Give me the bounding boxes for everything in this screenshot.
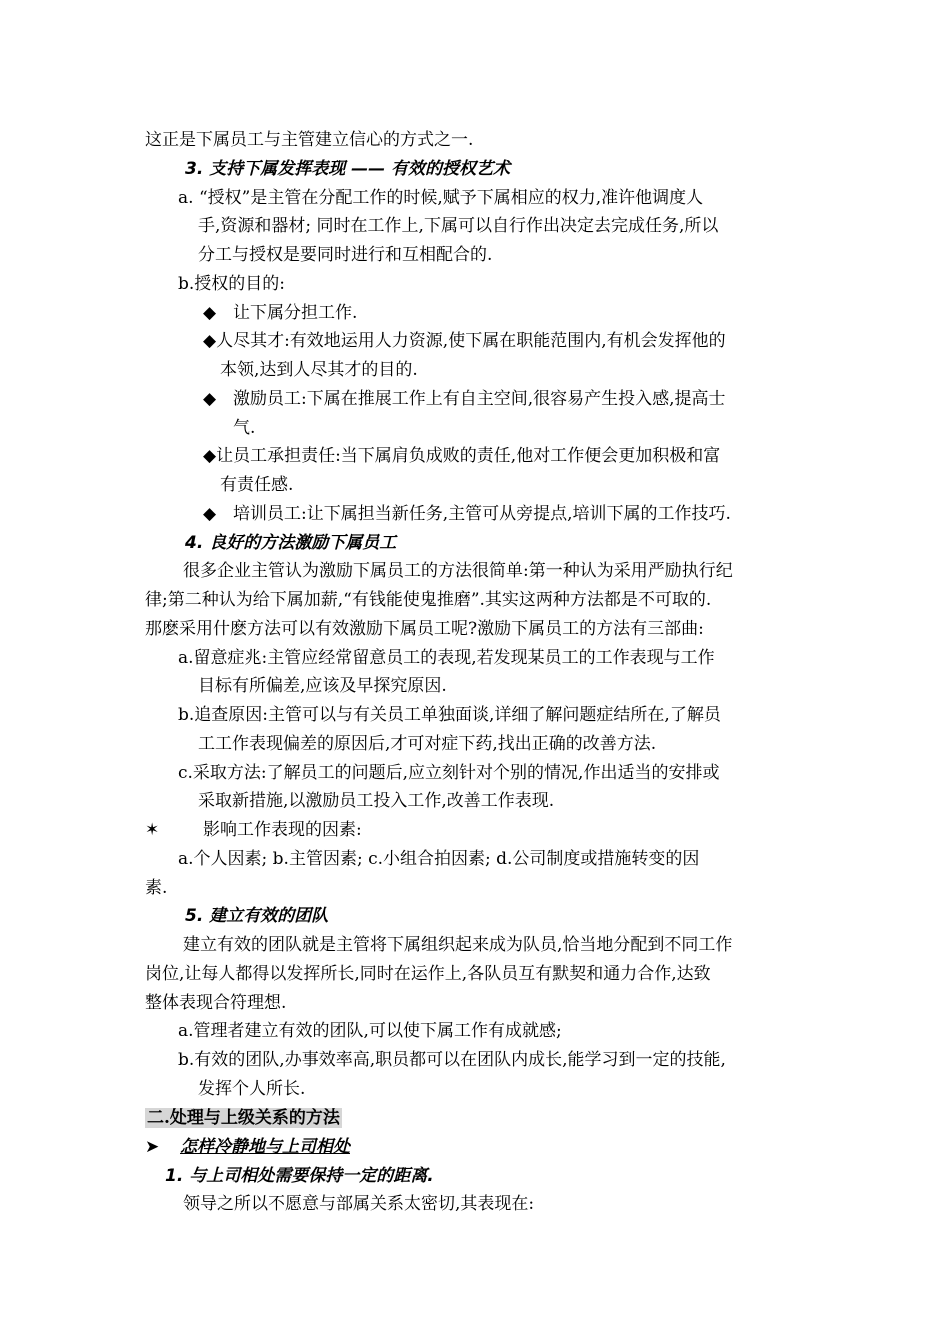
bullet-item: ◆ 培训员工:让下属担当新任务,主管可从旁提点,培训下属的工作技巧.	[203, 500, 731, 528]
text-line: c.采取方法:了解员工的问题后,应立刻针对个别的情况,作出适当的安排或	[178, 763, 720, 783]
text-line: b.有效的团队,办事效率高,职员都可以在团队内成长,能学习到一定的技能,	[178, 1050, 726, 1070]
text-line: a. “授权”是主管在分配工作的时候,赋予下属相应的权力,准许他调度人	[178, 188, 704, 208]
text-line: 目标有所偏差,应该及早探究原因.	[198, 676, 447, 696]
subheading: 怎样冷静地与上司相处	[180, 1137, 350, 1157]
text-line: 很多企业主管认为激励下属员工的方法很简单:第一种认为采用严励执行纪	[183, 561, 733, 581]
star-bullet-icon: ✶	[145, 820, 160, 840]
text-line: 岗位,让每人都得以发挥所长,同时在运作上,各队员互有默契和通力合作,达致	[145, 964, 711, 984]
text-line: 本领,达到人尽其才的目的.	[220, 360, 418, 380]
diamond-bullet-icon: ◆	[203, 446, 217, 466]
text-line: 工工作表现偏差的原因后,才可对症下药,找出正确的改善方法.	[198, 734, 657, 754]
text-line: a.管理者建立有效的团队,可以使下属工作有成就感;	[178, 1021, 562, 1041]
heading-4: 4. 良好的方法激励下属员工	[185, 533, 397, 553]
heading-3: 3. 支持下属发挥表现 —— 有效的授权艺术	[185, 159, 511, 179]
text-line: b.追查原因:主管可以与有关员工单独面谈,详细了解问题症结所在,了解员	[178, 705, 721, 725]
text-line: 发挥个人所长.	[198, 1079, 306, 1099]
text-line: a.留意症兆:主管应经常留意员工的表现,若发现某员工的工作表现与工作	[178, 648, 715, 668]
text-line: b.授权的目的:	[178, 274, 286, 294]
text-line: 领导之所以不愿意与部属关系太密切,其表现在:	[183, 1194, 535, 1214]
text-line: 那麽采用什麽方法可以有效激励下属员工呢?激励下属员工的方法有三部曲:	[145, 619, 704, 639]
text-line: 建立有效的团队就是主管将下属组织起来成为队员,恰当地分配到不同工作	[183, 935, 733, 955]
arrow-item	[145, 1133, 350, 1161]
text-line: 分工与授权是要同时进行和互相配合的.	[198, 245, 493, 265]
diamond-bullet-icon: ◆	[203, 331, 217, 351]
text-line: 素.	[145, 878, 168, 898]
bullet-item: ◆ 激励员工:下属在推展工作上有自主空间,很容易产生投入感,提高士	[203, 385, 726, 413]
heading-5: 5. 建立有效的团队	[185, 906, 329, 926]
star-item: ✶ 影响工作表现的因素:	[145, 816, 362, 844]
heading-1: 1. 与上司相处需要保持一定的距离.	[165, 1166, 434, 1186]
diamond-bullet-icon: ◆	[203, 303, 217, 323]
text-line: 手,资源和器材; 同时在工作上,下属可以自行作出决定去完成任务,所以	[198, 216, 719, 236]
diamond-bullet-icon: ◆	[203, 389, 217, 409]
section-heading: 二.处理与上级关系的方法	[147, 1108, 340, 1128]
bullet-item: ◆人尽其才:有效地运用人力资源,使下属在职能范围内,有机会发挥他的	[203, 331, 726, 351]
text-line: 整体表现合符理想.	[145, 993, 287, 1013]
diamond-bullet-icon: ◆	[203, 504, 217, 524]
text-line: 律;第二种认为给下属加薪,“有钱能使鬼推磨”.其实这两种方法都是不可取的.	[145, 590, 712, 610]
bullet-item: ◆让员工承担责任:当下属肩负成败的责任,他对工作便会更加积极和富	[203, 446, 721, 466]
text-line: 有责任感.	[220, 475, 294, 495]
text-line: a.个人因素; b.主管因素; c.小组合拍因素; d.公司制度或措施转变的因	[178, 849, 700, 869]
arrow-bullet-icon: ➤	[145, 1137, 160, 1157]
text-line: 这正是下属员工与主管建立信心的方式之一.	[145, 130, 474, 150]
text-line: 气.	[233, 418, 256, 438]
bullet-item: ◆ 让下属分担工作.	[203, 299, 357, 327]
text-line: 采取新措施,以激励员工投入工作,改善工作表现.	[198, 791, 555, 811]
